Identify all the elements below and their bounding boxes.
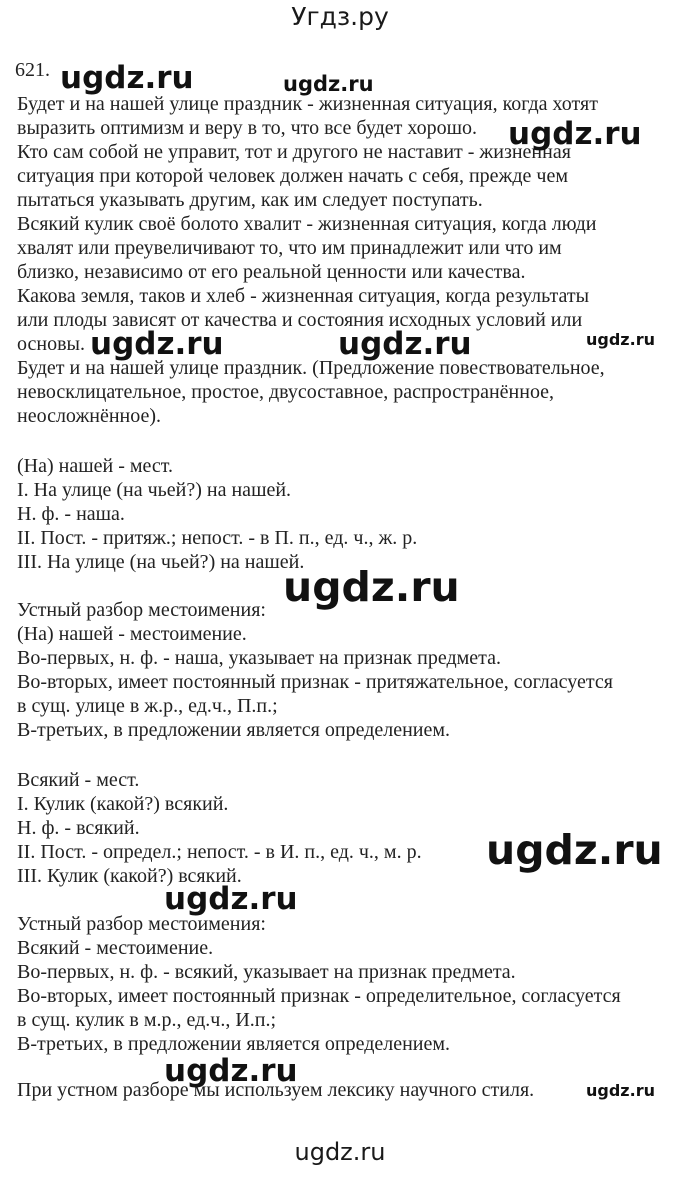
text-line: III. Кулик (какой?) всякий. — [17, 865, 242, 887]
text-line: (На) нашей - местоимение. — [17, 623, 247, 645]
text-line: Во-вторых, имеет постоянный признак - притяжательное, согласуется — [17, 671, 613, 693]
watermark: ugdz.ru — [586, 1081, 655, 1100]
text-line: Устный разбор местоимения: — [17, 913, 266, 935]
text-line: Во-первых, н. ф. - всякий, указывает на признак предмета. — [17, 961, 516, 983]
footer-site-name: ugdz.ru — [294, 1138, 386, 1166]
text-line: Во-вторых, имеет постоянный признак - определительное, согласуется — [17, 985, 621, 1007]
text-line: неосложнённое). — [17, 405, 162, 427]
text-line: II. Пост. - определ.; непост. - в И. п., ед. ч., м. р. — [17, 841, 422, 863]
watermark: ugdz.ru — [164, 881, 298, 917]
watermark: ugdz.ru — [586, 330, 655, 349]
text-line: хвалят или преувеличивают то, что им принадлежит или что им — [17, 237, 562, 259]
text-line: Н. ф. - наша. — [17, 503, 125, 525]
text-line: Всякий кулик своё болото хвалит - жизненная ситуация, когда люди — [17, 213, 597, 235]
text-line: I. Кулик (какой?) всякий. — [17, 793, 229, 815]
text-line: или плоды зависят от качества и состояния исходных условий или — [17, 309, 583, 331]
text-line: основы. — [17, 333, 85, 355]
watermark: ugdz.ru — [90, 326, 224, 362]
text-line: III. На улице (на чьей?) на нашей. — [17, 551, 305, 573]
watermark: ugdz.ru — [60, 60, 194, 96]
watermark: ugdz.ru — [283, 72, 374, 96]
watermark: ugdz.ru — [486, 826, 663, 874]
text-line: невосклицательное, простое, двусоставное, распространённое, — [17, 381, 555, 403]
text-line: В-третьих, в предложении является определением. — [17, 719, 451, 741]
text-line: Всякий - местоимение. — [17, 937, 214, 959]
text-line: Во-первых, н. ф. - наша, указывает на признак предмета. — [17, 647, 502, 669]
text-line: пытаться указывать другим, как им следует поступать. — [17, 189, 483, 211]
site-title: Угдз.ру — [291, 2, 389, 31]
exercise-number: 621. — [15, 59, 50, 81]
text-line: ситуация при которой человек должен начать с себя, прежде чем — [17, 165, 569, 187]
text-line: Какова земля, таков и хлеб - жизненная ситуация, когда результаты — [17, 285, 590, 307]
watermark: ugdz.ru — [338, 326, 472, 362]
text-line: Будет и на нашей улице праздник - жизненная ситуация, когда хотят — [17, 93, 598, 115]
text-line: В-третьих, в предложении является определением. — [17, 1033, 451, 1055]
text-line: Кто сам собой не управит, тот и другого не наставит - жизненная — [17, 141, 571, 163]
text-line: При устном разборе мы используем лексику научного стиля. — [17, 1079, 535, 1101]
watermark: ugdz.ru — [164, 1053, 298, 1089]
text-line: Будет и на нашей улице праздник. (Предложение повествовательное, — [17, 357, 605, 379]
text-line: Устный разбор местоимения: — [17, 599, 266, 621]
text-line: (На) нашей - мест. — [17, 455, 174, 477]
text-line: в сущ. улице в ж.р., ед.ч., П.п.; — [17, 695, 278, 717]
text-line: в сущ. кулик в м.р., ед.ч., И.п.; — [17, 1009, 277, 1031]
text-line: II. Пост. - притяж.; непост. - в П. п., ед. ч., ж. р. — [17, 527, 418, 549]
text-line: I. На улице (на чьей?) на нашей. — [17, 479, 292, 501]
text-line: Н. ф. - всякий. — [17, 817, 140, 839]
text-line: Всякий - мест. — [17, 769, 140, 791]
text-line: выразить оптимизм и веру в то, что все будет хорошо. — [17, 117, 478, 139]
text-line: близко, независимо от его реальной ценности или качества. — [17, 261, 526, 283]
watermark: ugdz.ru — [283, 563, 460, 611]
watermark: ugdz.ru — [508, 116, 642, 152]
